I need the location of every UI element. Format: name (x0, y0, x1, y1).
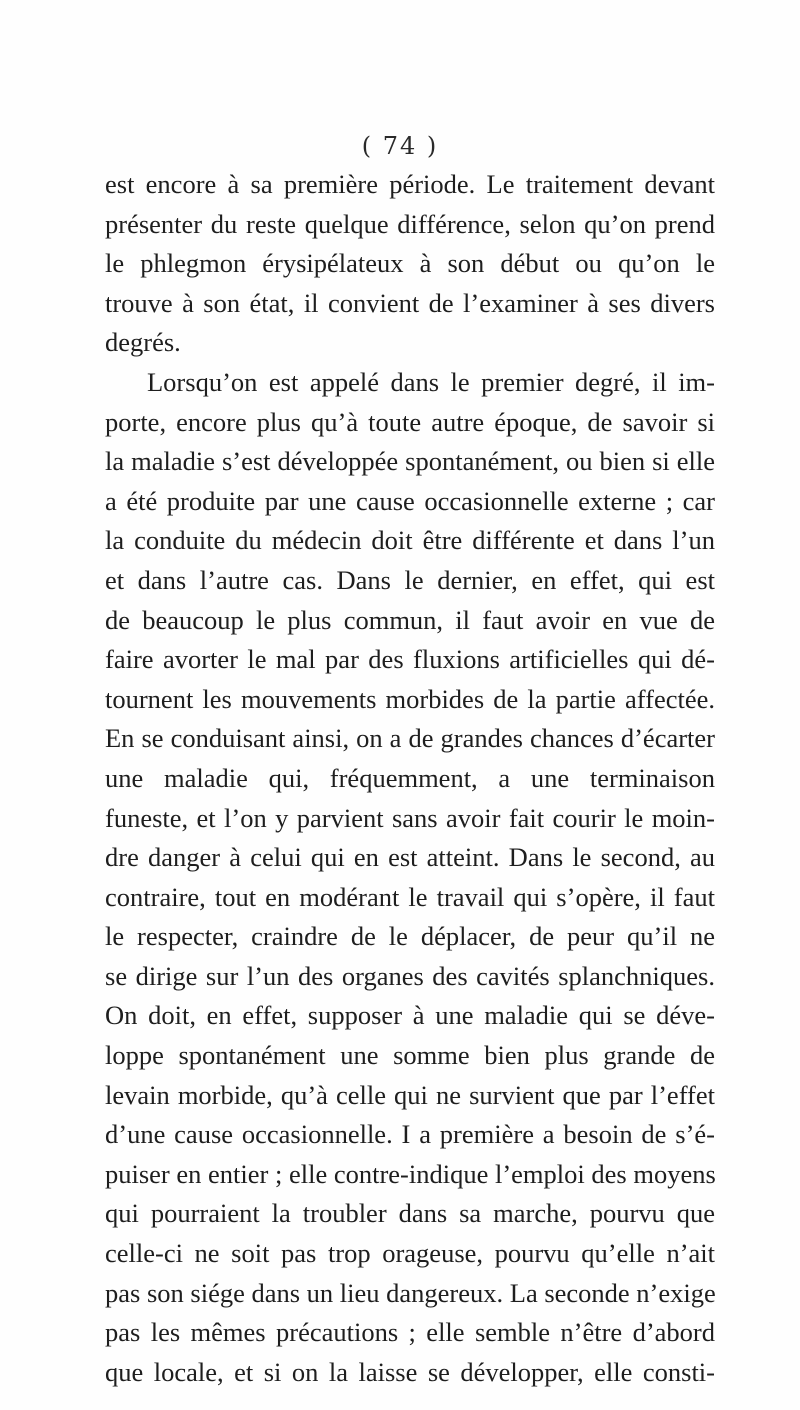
text-line: une maladie qui, fréquemment, a une terminaison (105, 762, 715, 793)
text-line: celle-ci ne soit pas trop orageuse, pourvu qu’elle n’ait (105, 1238, 715, 1269)
text-line: pas les mêmes précautions ; elle semble n’être d’abord (105, 1317, 715, 1348)
text-line: la maladie s’est développée spontanément, ou bien si elle (105, 446, 715, 477)
text-line: dre danger à celui qui en est atteint. Dans le second, au (105, 842, 715, 873)
body-text (105, 165, 715, 1392)
text-line: trouve à son état, il convient de l’examiner à ses divers (105, 287, 715, 318)
text-line: porte, encore plus qu’à toute autre époque, de savoir si (105, 406, 715, 437)
text-line: le respecter, craindre de le déplacer, de peur qu’il ne (105, 921, 715, 952)
text-line: que locale, et si on la laisse se développer, elle consti- (105, 1356, 715, 1387)
text-line: loppe spontanément une somme bien plus grande de (105, 1040, 715, 1071)
text-line: degrés. (105, 327, 181, 358)
text-line: présenter du reste quelque différence, selon qu’on prend (105, 208, 715, 239)
text-line: funeste, et l’on y parvient sans avoir fait courir le moin- (105, 802, 715, 833)
text-line: se dirige sur l’un des organes des cavités splanchniques. (105, 960, 715, 991)
text-line: qui pourraient la troubler dans sa marche, pourvu que (105, 1198, 715, 1229)
text-line: pas son siége dans un lieu dangereux. La seconde n’exige (105, 1277, 716, 1308)
text-line: puiser en entier ; elle contre-indique l’emploi des moyens (105, 1158, 716, 1189)
text-line: le phlegmon érysipélateux à son début ou qu’on le (105, 248, 715, 279)
text-line: faire avorter le mal par des fluxions artificielles qui dé- (105, 644, 715, 675)
text-line: et dans l’autre cas. Dans le dernier, en effet, qui est (105, 564, 715, 595)
text-line: contraire, tout en modérant le travail qui s’opère, il faut (105, 881, 715, 912)
text-line: de beaucoup le plus commun, il faut avoir en vue de (105, 604, 715, 635)
text-line: tournent les mouvements morbides de la partie affectée. (105, 683, 715, 714)
page-number: ( 74 ) (361, 132, 439, 160)
text-line: a été produite par une cause occasionnelle externe ; car (105, 485, 715, 516)
text-line: On doit, en effet, supposer à une maladie qui se déve- (105, 1000, 715, 1031)
text-line: Lorsqu’on est appelé dans le premier degré, il im- (147, 366, 715, 397)
text-line: En se conduisant ainsi, on a de grandes chances d’écarter (105, 723, 715, 754)
text-line: d’une cause occasionnelle. I a première a besoin de s’é- (105, 1119, 715, 1150)
text-line: la conduite du médecin doit être différente et dans l’un (105, 525, 715, 556)
text-line: est encore à sa première période. Le traitement devant (105, 169, 715, 199)
text-line: levain morbide, qu’à celle qui ne survient que par l’effet (105, 1079, 715, 1110)
